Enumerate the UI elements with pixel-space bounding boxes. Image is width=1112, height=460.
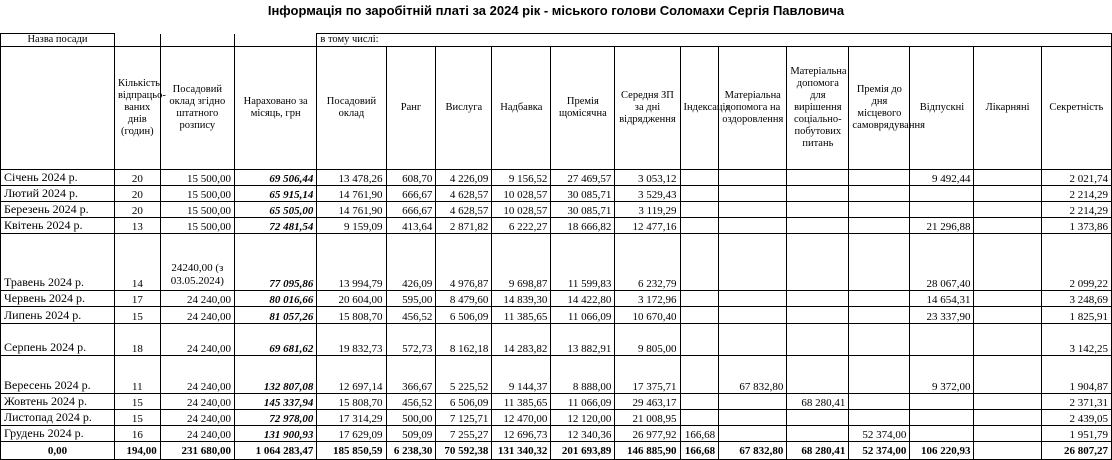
index-cell [680,356,719,394]
dayprem-cell [849,186,910,202]
base-cell: 17 629,09 [317,426,386,442]
social-cell [787,218,849,234]
total-cell: 70 592,38 [436,442,492,460]
health-cell [719,291,787,307]
secrecy-cell: 2 371,31 [1041,394,1111,410]
total-cell: 201 693,89 [551,442,615,460]
base-cell: 12 697,14 [317,356,386,394]
seniority-cell: 7 125,71 [436,410,492,426]
table-row [1,356,1112,394]
premium-cell: 11 599,83 [551,234,615,291]
dayprem-cell [849,324,910,356]
salary-cell: 24 240,00 [160,426,234,442]
month-cell: Листопад 2024 р. [1,410,115,426]
secrecy-cell: 2 214,29 [1041,186,1111,202]
accrued-cell: 65 505,00 [234,202,316,218]
header-index: Індексація [680,47,719,170]
seniority-cell: 4 628,57 [436,202,492,218]
seniority-cell: 4 976,87 [436,234,492,291]
total-cell: 68 280,41 [787,442,849,460]
header-social: Матеріальна допомога для вирішення соціально-побутових питань [787,47,849,170]
days-cell: 18 [114,324,160,356]
base-cell: 15 808,70 [317,394,386,410]
table-row [1,170,1112,186]
salary-cell: 15 500,00 [160,186,234,202]
accrued-cell: 69 681,62 [234,324,316,356]
header-vacation: Відпускні [910,47,974,170]
sick-cell [974,410,1041,426]
social-cell [787,170,849,186]
bonus-cell: 6 222,27 [492,218,551,234]
header-bonus: Надбавка [492,47,551,170]
secrecy-cell: 1 951,79 [1041,426,1111,442]
health-cell [719,410,787,426]
accrued-cell: 132 807,08 [234,356,316,394]
month-cell: Серпень 2024 р. [1,324,115,356]
sick-cell [974,234,1041,291]
header-sick: Лікарняні [974,47,1041,170]
social-cell [787,324,849,356]
health-cell [719,394,787,410]
total-cell: 231 680,00 [160,442,234,460]
premium-cell: 12 340,36 [551,426,615,442]
month-cell: Грудень 2024 р. [1,426,115,442]
totals-row [1,442,1112,460]
sick-cell [974,394,1041,410]
days-cell: 15 [114,394,160,410]
base-cell: 13 478,26 [317,170,386,186]
base-cell: 19 832,73 [317,324,386,356]
header-seniority: Вислуга [436,47,492,170]
month-cell: Липень 2024 р. [1,307,115,324]
accrued-cell: 69 506,44 [234,170,316,186]
vacation-cell: 28 067,40 [910,234,974,291]
table-body [1,170,1112,442]
salary-cell: 24240,00 (з 03.05.2024) [160,234,234,291]
social-cell [787,202,849,218]
sick-cell [974,291,1041,307]
header-dayprem: Премія до дня місцевого самоврядування [849,47,910,170]
rank-cell: 366,67 [386,356,436,394]
days-cell: 15 [114,307,160,324]
vacation-cell: 9 492,44 [910,170,974,186]
header-including: в тому числі: [317,34,1112,47]
days-cell: 16 [114,426,160,442]
dayprem-cell [849,394,910,410]
vacation-cell: 9 372,00 [910,356,974,394]
total-cell: 106 220,93 [910,442,974,460]
premium-cell: 12 120,00 [551,410,615,426]
health-cell: 67 832,80 [719,356,787,394]
total-cell: 194,00 [114,442,160,460]
index-cell [680,324,719,356]
table-row [1,324,1112,356]
bonus-cell: 14 839,30 [492,291,551,307]
avg-cell: 21 008,95 [615,410,680,426]
base-cell: 15 808,70 [317,307,386,324]
rank-cell: 509,09 [386,426,436,442]
sick-cell [974,202,1041,218]
health-cell [719,307,787,324]
accrued-cell: 80 016,66 [234,291,316,307]
avg-cell: 3 053,12 [615,170,680,186]
rank-cell: 456,52 [386,307,436,324]
secrecy-cell: 2 099,22 [1041,234,1111,291]
premium-cell: 18 666,82 [551,218,615,234]
accrued-cell: 65 915,14 [234,186,316,202]
vacation-cell: 14 654,31 [910,291,974,307]
total-cell: 52 374,00 [849,442,910,460]
premium-cell: 14 422,80 [551,291,615,307]
header-days: Кількість відпрацьо-ваних днів (годин) [114,47,160,170]
days-cell: 13 [114,218,160,234]
days-cell: 20 [114,186,160,202]
table-header [1,34,1112,170]
dayprem-cell [849,234,910,291]
salary-cell: 15 500,00 [160,202,234,218]
social-cell [787,234,849,291]
avg-cell: 3 529,43 [615,186,680,202]
base-cell: 13 994,79 [317,234,386,291]
dayprem-cell [849,202,910,218]
table-row [1,234,1112,291]
vacation-cell [910,410,974,426]
health-cell [719,426,787,442]
vacation-cell [910,186,974,202]
accrued-cell: 72 481,54 [234,218,316,234]
avg-cell: 3 172,96 [615,291,680,307]
health-cell [719,186,787,202]
bonus-cell: 11 385,65 [492,394,551,410]
rank-cell: 595,00 [386,291,436,307]
base-cell: 14 761,90 [317,186,386,202]
table-row [1,186,1112,202]
dayprem-cell [849,291,910,307]
premium-cell: 8 888,00 [551,356,615,394]
total-cell: 1 064 283,47 [234,442,316,460]
social-cell [787,186,849,202]
sick-cell [974,426,1041,442]
page-title: Інформація по заробітній платі за 2024 рік - міського голови Соломахи Сергія Павловича [267,3,845,18]
month-cell: Травень 2024 р. [1,234,115,291]
premium-cell: 30 085,71 [551,186,615,202]
social-cell: 68 280,41 [787,394,849,410]
bonus-cell: 9 698,87 [492,234,551,291]
total-cell: 67 832,80 [719,442,787,460]
social-cell [787,426,849,442]
rank-cell: 413,64 [386,218,436,234]
dayprem-cell [849,356,910,394]
premium-cell: 11 066,09 [551,394,615,410]
table-row [1,218,1112,234]
table-row [1,394,1112,410]
accrued-cell: 72 978,00 [234,410,316,426]
base-cell: 20 604,00 [317,291,386,307]
accrued-cell: 145 337,94 [234,394,316,410]
secrecy-cell: 1 825,91 [1041,307,1111,324]
health-cell [719,202,787,218]
vacation-cell [910,394,974,410]
index-cell [680,410,719,426]
month-cell: Жовтень 2024 р. [1,394,115,410]
health-cell [719,234,787,291]
seniority-cell: 2 871,82 [436,218,492,234]
accrued-cell: 77 095,86 [234,234,316,291]
avg-cell: 29 463,17 [615,394,680,410]
avg-cell: 17 375,71 [615,356,680,394]
sick-cell [974,324,1041,356]
table-row [1,307,1112,324]
bonus-cell: 12 470,00 [492,410,551,426]
days-cell: 11 [114,356,160,394]
base-cell: 9 159,09 [317,218,386,234]
days-cell: 14 [114,234,160,291]
seniority-cell: 4 226,09 [436,170,492,186]
vacation-cell [910,202,974,218]
total-cell: 131 340,32 [492,442,551,460]
sick-cell [974,307,1041,324]
seniority-cell: 5 225,52 [436,356,492,394]
social-cell [787,410,849,426]
total-cell: 6 238,30 [386,442,436,460]
seniority-cell: 7 255,27 [436,426,492,442]
header-salary: Посадовий оклад згідно штатного розпису [160,47,234,170]
rank-cell: 572,73 [386,324,436,356]
vacation-cell: 23 337,90 [910,307,974,324]
index-cell [680,218,719,234]
secrecy-cell: 3 142,25 [1041,324,1111,356]
index-cell [680,186,719,202]
secrecy-cell: 1 373,86 [1041,218,1111,234]
rank-cell: 608,70 [386,170,436,186]
bonus-cell: 12 696,73 [492,426,551,442]
salary-cell: 15 500,00 [160,170,234,186]
dayprem-cell [849,218,910,234]
bonus-cell: 10 028,57 [492,202,551,218]
premium-cell: 30 085,71 [551,202,615,218]
days-cell: 20 [114,170,160,186]
rank-cell: 500,00 [386,410,436,426]
rank-cell: 426,09 [386,234,436,291]
secrecy-cell: 1 904,87 [1041,356,1111,394]
days-cell: 15 [114,410,160,426]
dayprem-cell [849,307,910,324]
sick-cell [974,186,1041,202]
health-cell [719,324,787,356]
days-cell: 17 [114,291,160,307]
accrued-cell: 131 900,93 [234,426,316,442]
base-cell: 14 761,90 [317,202,386,218]
dayprem-cell: 52 374,00 [849,426,910,442]
bonus-cell: 14 283,82 [492,324,551,356]
sick-cell [974,356,1041,394]
total-cell: 26 807,27 [1041,442,1111,460]
vacation-cell [910,324,974,356]
salary-cell: 24 240,00 [160,356,234,394]
salary-cell: 24 240,00 [160,410,234,426]
seniority-cell: 8 479,60 [436,291,492,307]
avg-cell: 10 670,40 [615,307,680,324]
bonus-cell: 11 385,65 [492,307,551,324]
salary-cell: 24 240,00 [160,291,234,307]
seniority-cell: 6 506,09 [436,307,492,324]
index-cell [680,291,719,307]
bonus-cell: 9 144,37 [492,356,551,394]
month-cell: Вересень 2024 р. [1,356,115,394]
index-cell [680,202,719,218]
table-row [1,291,1112,307]
avg-cell: 3 119,29 [615,202,680,218]
rank-cell: 456,52 [386,394,436,410]
seniority-cell: 4 628,57 [436,186,492,202]
index-cell [680,234,719,291]
month-cell: Червень 2024 р. [1,291,115,307]
seniority-cell: 6 506,09 [436,394,492,410]
index-cell [680,307,719,324]
social-cell [787,307,849,324]
avg-cell: 12 477,16 [615,218,680,234]
table-row [1,410,1112,426]
total-cell [974,442,1041,460]
header-secrecy: Секретність [1041,47,1111,170]
bonus-cell: 9 156,52 [492,170,551,186]
index-cell [680,170,719,186]
total-cell: 166,68 [680,442,719,460]
base-cell: 17 314,29 [317,410,386,426]
salary-table [0,33,1112,460]
health-cell [719,170,787,186]
days-cell: 20 [114,202,160,218]
salary-cell: 15 500,00 [160,218,234,234]
sick-cell [974,170,1041,186]
secrecy-cell: 2 021,74 [1041,170,1111,186]
premium-cell: 27 469,57 [551,170,615,186]
total-cell: 185 850,59 [317,442,386,460]
social-cell [787,356,849,394]
header-premium: Премія щомісячна [551,47,615,170]
header-rank: Ранг [386,47,436,170]
header-accrued: Нараховано за місяць, грн [234,47,316,170]
social-cell [787,291,849,307]
vacation-cell [910,426,974,442]
header-position: Назва посади [1,34,115,47]
header-health: Матеріальна допомога на оздоровлення [719,47,787,170]
salary-cell: 24 240,00 [160,307,234,324]
header-base: Посадовий оклад [317,47,386,170]
avg-cell: 26 977,92 [615,426,680,442]
avg-cell: 6 232,79 [615,234,680,291]
dayprem-cell [849,170,910,186]
total-cell: 146 885,90 [615,442,680,460]
salary-cell: 24 240,00 [160,324,234,356]
accrued-cell: 81 057,26 [234,307,316,324]
secrecy-cell: 2 214,29 [1041,202,1111,218]
salary-cell: 24 240,00 [160,394,234,410]
vacation-cell: 21 296,88 [910,218,974,234]
index-cell: 166,68 [680,426,719,442]
premium-cell: 13 882,91 [551,324,615,356]
total-cell: 0,00 [1,442,115,460]
table-row [1,426,1112,442]
secrecy-cell: 3 248,69 [1041,291,1111,307]
rank-cell: 666,67 [386,202,436,218]
table-row [1,202,1112,218]
header-avg: Середня ЗП за дні відрядження [615,47,680,170]
index-cell [680,394,719,410]
seniority-cell: 8 162,18 [436,324,492,356]
month-cell: Лютий 2024 р. [1,186,115,202]
rank-cell: 666,67 [386,186,436,202]
avg-cell: 9 805,00 [615,324,680,356]
month-cell: Квітень 2024 р. [1,218,115,234]
table-totals [1,442,1112,460]
sick-cell [974,218,1041,234]
month-cell: Січень 2024 р. [1,170,115,186]
dayprem-cell [849,410,910,426]
month-cell: Березень 2024 р. [1,202,115,218]
premium-cell: 11 066,09 [551,307,615,324]
health-cell [719,218,787,234]
bonus-cell: 10 028,57 [492,186,551,202]
secrecy-cell: 2 439,05 [1041,410,1111,426]
